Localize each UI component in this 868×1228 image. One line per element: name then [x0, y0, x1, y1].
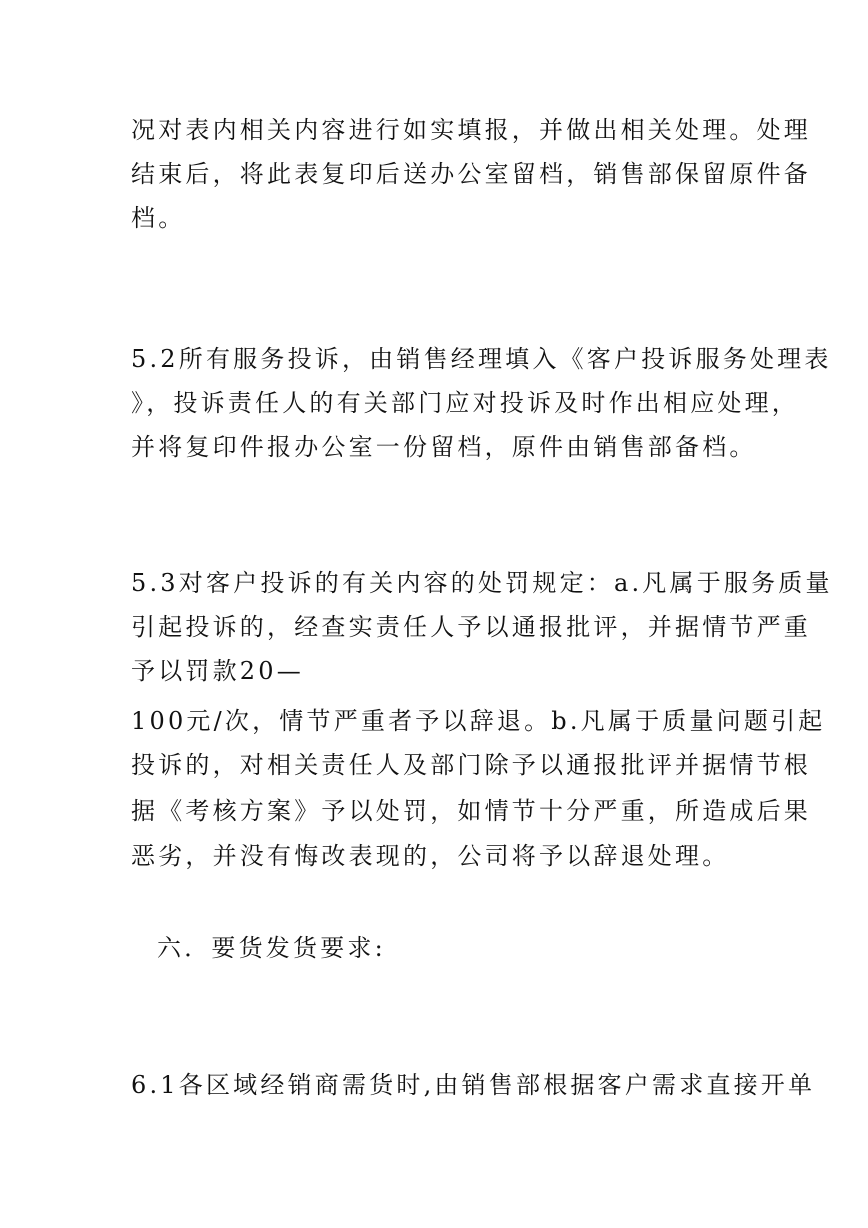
paragraph-3-line-4: 100元/次，情节严重者予以辞退。b.凡属于质量问题引起 [131, 707, 826, 735]
paragraph-3-line-3: 予以罚款20— [131, 657, 304, 685]
paragraph-1-line-2: 结束后，将此表复印后送办公室留档，销售部保留原件备 [131, 160, 811, 188]
paragraph-3-line-6: 据《考核方案》予以处罚，如情节十分严重，所造成后果 [131, 797, 811, 825]
paragraph-3-line-1: 5.3对客户投诉的有关内容的处罚规定：a.凡属于服务质量 [131, 569, 833, 597]
paragraph-2-line-3: 并将复印件报办公室一份留档，原件由销售部备档。 [131, 433, 757, 461]
paragraph-2-line-1: 5.2所有服务投诉，由销售经理填入《客户投诉服务处理表 [131, 345, 832, 373]
paragraph-2-line-2: 》，投诉责任人的有关部门应对投诉及时作出相应处理， [131, 389, 799, 417]
paragraph-3-line-2: 引起投诉的，经查实责任人予以通报批评，并据情节严重 [131, 613, 811, 641]
paragraph-3-line-5: 投诉的，对相关责任人及部门除予以通报批评并据情节根 [131, 751, 811, 779]
paragraph-3-line-7: 恶劣，并没有悔改表现的，公司将予以辞退处理。 [131, 842, 730, 870]
section-heading: 六．要货发货要求: [157, 934, 386, 962]
paragraph-4-line-1: 6.1各区域经销商需货时,由销售部根据客户需求直接开单 [131, 1071, 816, 1099]
paragraph-1-line-3: 档。 [131, 204, 186, 232]
paragraph-1-line-1: 况对表内相关内容进行如实填报，并做出相关处理。处理 [131, 116, 811, 144]
